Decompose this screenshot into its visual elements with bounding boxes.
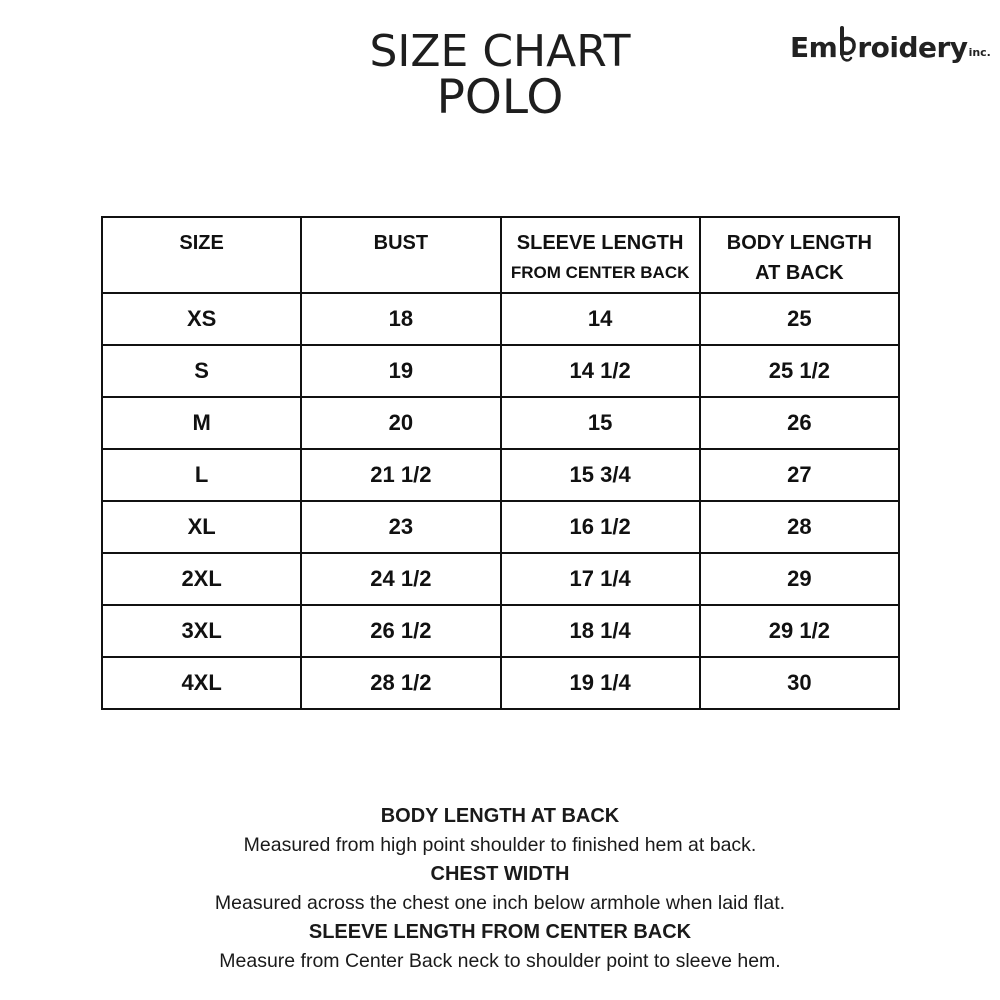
table-cell: M (102, 397, 301, 449)
column-header-sublabel: FROM CENTER BACK (510, 263, 690, 282)
table-row (102, 397, 899, 449)
needle-b-icon (837, 24, 857, 64)
table-row (102, 605, 899, 657)
column-header-label: BUST (373, 232, 429, 254)
table-cell: 18 1/4 (501, 605, 700, 657)
table-cell: 16 1/2 (501, 501, 700, 553)
note-heading-chest-width: CHEST WIDTH (430, 863, 570, 885)
brand-logo (790, 24, 991, 64)
table-cell: L (102, 449, 301, 501)
column-header-body-length (700, 217, 899, 293)
table-cell: 20 (301, 397, 500, 449)
table-row (102, 449, 899, 501)
note-heading-sleeve-length: SLEEVE LENGTH FROM CENTER BACK (308, 921, 692, 943)
table-cell: 25 (700, 293, 899, 345)
table-cell: 29 1/2 (700, 605, 899, 657)
table-cell: 29 (700, 553, 899, 605)
table-cell: 14 1/2 (501, 345, 700, 397)
table-row (102, 293, 899, 345)
table-cell: 2XL (102, 553, 301, 605)
logo-text-start: Em (790, 31, 838, 64)
table-cell: 25 1/2 (700, 345, 899, 397)
column-header-sleeve-length (501, 217, 700, 293)
table-cell: 26 1/2 (301, 605, 500, 657)
table-cell: 3XL (102, 605, 301, 657)
table-cell: 30 (700, 657, 899, 709)
note-text-sleeve-length: Measure from Center Back neck to shoulder point to sleeve hem. (219, 950, 781, 972)
table-cell: 21 1/2 (301, 449, 500, 501)
logo-suffix: inc. (968, 46, 991, 59)
measurement-notes (0, 802, 1000, 976)
size-chart-table (101, 216, 900, 710)
table-cell: 28 1/2 (301, 657, 500, 709)
table-cell: 28 (700, 501, 899, 553)
logo-text-end: roidery (857, 31, 968, 64)
page-subtitle: POLO (436, 70, 564, 125)
column-header-label: BODY LENGTH AT BACK (726, 232, 872, 284)
table-cell: XS (102, 293, 301, 345)
table-cell: 27 (700, 449, 899, 501)
table-header-row (102, 217, 899, 293)
table-cell: 24 1/2 (301, 553, 500, 605)
column-header-size (102, 217, 301, 293)
table-cell: 15 (501, 397, 700, 449)
table-cell: S (102, 345, 301, 397)
note-text-body-length: Measured from high point shoulder to finished hem at back. (243, 834, 757, 856)
table-cell: XL (102, 501, 301, 553)
table-cell: 14 (501, 293, 700, 345)
table-row (102, 345, 899, 397)
table-row (102, 657, 899, 709)
table-cell: 18 (301, 293, 500, 345)
column-header-label: SLEEVE LENGTH (516, 232, 684, 254)
table-cell: 17 1/4 (501, 553, 700, 605)
column-header-bust (301, 217, 500, 293)
table-cell: 19 (301, 345, 500, 397)
page-title: SIZE CHART (369, 26, 631, 77)
table-cell: 19 1/4 (501, 657, 700, 709)
note-text-chest-width: Measured across the chest one inch below armhole when laid flat. (214, 892, 786, 914)
table-row (102, 501, 899, 553)
table-cell: 26 (700, 397, 899, 449)
table-cell: 15 3/4 (501, 449, 700, 501)
table-row (102, 553, 899, 605)
note-heading-body-length: BODY LENGTH AT BACK (380, 805, 620, 827)
table-body (102, 293, 899, 709)
table-cell: 4XL (102, 657, 301, 709)
column-header-label: SIZE (179, 232, 224, 254)
table-cell: 23 (301, 501, 500, 553)
